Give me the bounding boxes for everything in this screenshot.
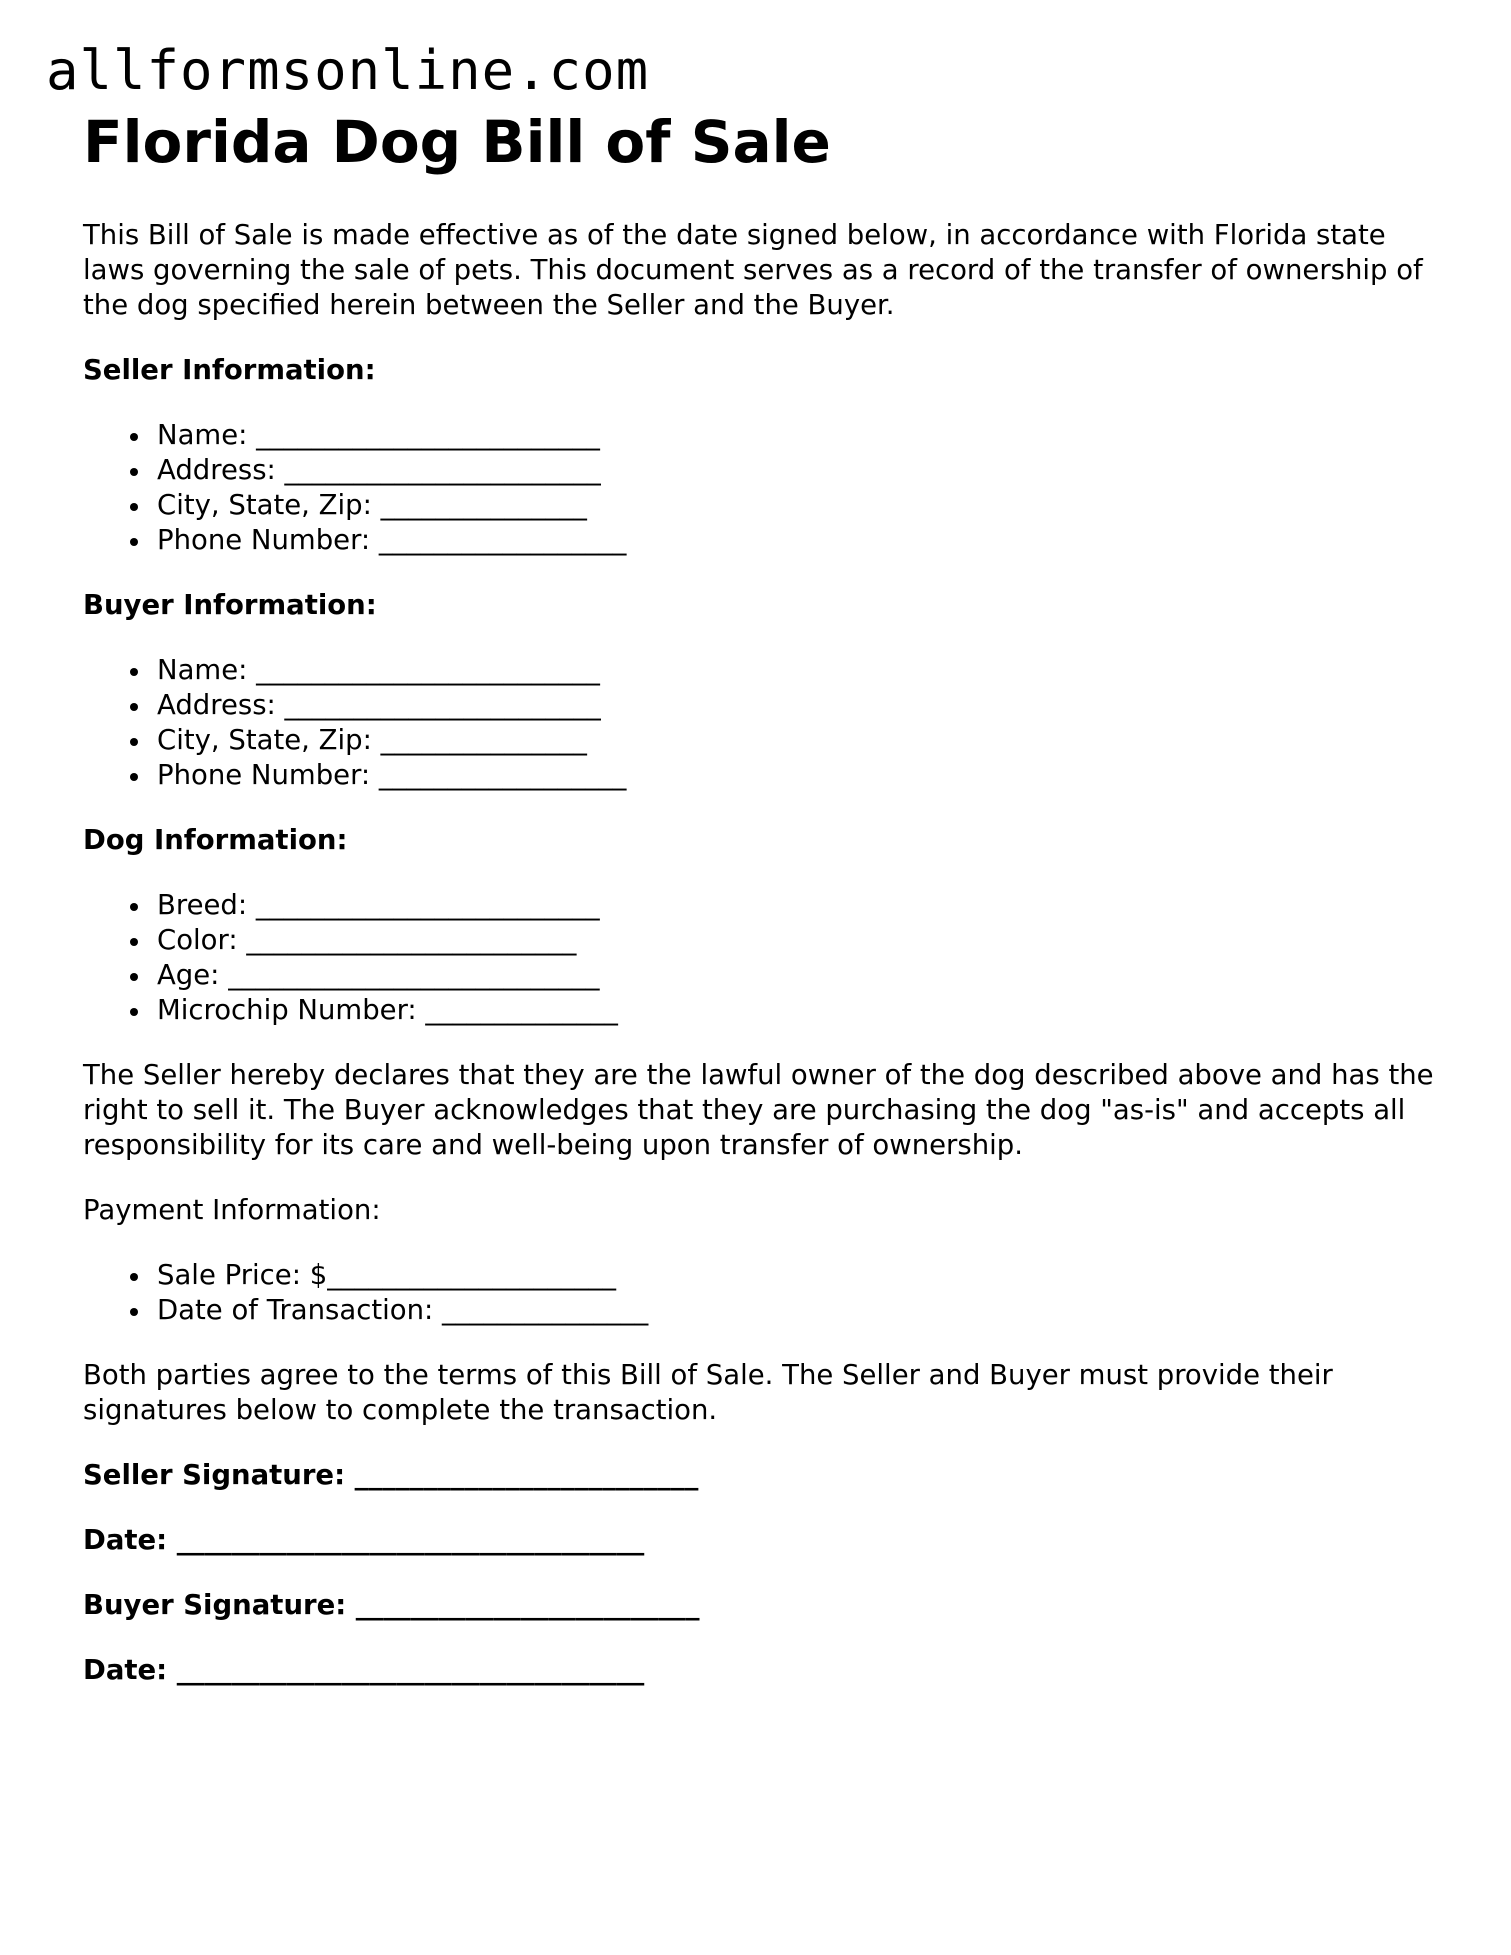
dog-microchip-field[interactable]: Microchip Number: ______________: [157, 993, 1443, 1028]
seller-date-field[interactable]: Date: __________________________________: [83, 1524, 645, 1556]
buyer-city-state-zip-field[interactable]: City, State, Zip: _______________: [157, 723, 1443, 758]
dog-color-field[interactable]: Color: ________________________: [157, 923, 1443, 958]
agreement-paragraph: Both parties agree to the terms of this Bill of Sale. The Seller and Buyer must provide their signatures below to complete the transaction.: [83, 1359, 1333, 1426]
buyer-list: [83, 653, 1443, 793]
dog-age-field[interactable]: Age: ___________________________: [157, 958, 1443, 993]
dog-list: [83, 888, 1443, 1028]
seller-name-field[interactable]: Name: _________________________: [157, 418, 1443, 453]
seller-phone-field[interactable]: Phone Number: __________________: [157, 523, 1443, 558]
buyer-signature-field[interactable]: Buyer Signature: _________________________: [83, 1589, 700, 1621]
buyer-name-field[interactable]: Name: _________________________: [157, 653, 1443, 688]
buyer-date-field[interactable]: Date: __________________________________: [83, 1654, 645, 1686]
watermark-logo: allformsonline.com: [46, 39, 650, 102]
seller-address-field[interactable]: Address: _______________________: [157, 453, 1443, 488]
document-page: [83, 108, 1443, 1688]
declaration-paragraph: The Seller hereby declares that they are the lawful owner of the dog described above and has the right to sell it. The Buyer acknowledges that they are purchasing the dog "as-is" and accepts all responsibility for its care and well-being upon transfer of ownership.: [83, 1059, 1434, 1161]
dog-heading: Dog Information:: [83, 824, 348, 856]
sale-price-field[interactable]: Sale Price: $_____________________: [157, 1258, 1443, 1293]
intro-paragraph: This Bill of Sale is made effective as of the date signed below, in accordance with Florida state laws governing the sale of pets. This document serves as a record of the transfer of ownership of the dog specified herein between the Seller and the Buyer.: [83, 219, 1423, 321]
seller-list: [83, 418, 1443, 558]
seller-heading: Seller Information:: [83, 354, 376, 386]
payment-list: [83, 1258, 1443, 1328]
buyer-phone-field[interactable]: Phone Number: __________________: [157, 758, 1443, 793]
buyer-heading: Buyer Information:: [83, 589, 377, 621]
document-title: Florida Dog Bill of Sale: [83, 108, 831, 176]
transaction-date-field[interactable]: Date of Transaction: _______________: [157, 1293, 1443, 1328]
payment-heading: Payment Information:: [83, 1194, 381, 1226]
buyer-address-field[interactable]: Address: _______________________: [157, 688, 1443, 723]
seller-city-state-zip-field[interactable]: City, State, Zip: _______________: [157, 488, 1443, 523]
dog-breed-field[interactable]: Breed: _________________________: [157, 888, 1443, 923]
seller-signature-field[interactable]: Seller Signature: _________________________: [83, 1459, 699, 1491]
